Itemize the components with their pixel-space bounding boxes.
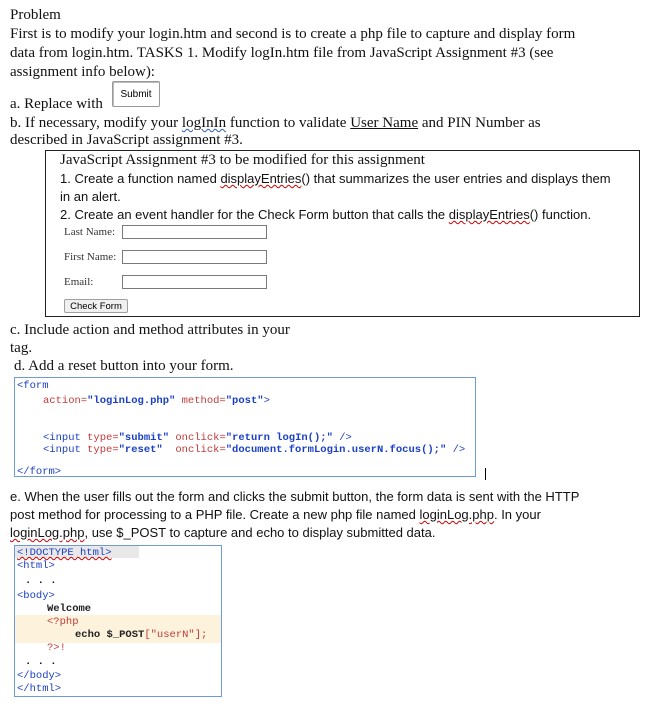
- code1-val-method: "post": [225, 395, 264, 407]
- code1-input-reset-tag: <input: [43, 444, 81, 456]
- step-e-line-2: [10, 506, 541, 523]
- code1-val-submit: "submit": [118, 432, 170, 444]
- problem-heading: Problem: [10, 7, 61, 23]
- code1-line-5: [17, 466, 61, 479]
- step-b-pre: b. If necessary, modify your: [10, 115, 182, 131]
- last-name-input[interactable]: [122, 225, 267, 239]
- step-b-line-2: described in JavaScript assignment #3.: [10, 132, 243, 148]
- email-input[interactable]: [122, 275, 267, 289]
- code1-attr-action: action=: [43, 395, 88, 407]
- step-e-filename: loginLog.php: [419, 507, 494, 522]
- code1-attr-onclick-reset: onclick=: [162, 444, 226, 456]
- first-name-label: First Name:: [64, 251, 117, 263]
- form-code-box: [14, 377, 476, 477]
- code1-attr-type-reset: type=: [80, 444, 119, 456]
- code1-line-4: [43, 444, 465, 457]
- assignment-item-2: [60, 206, 591, 223]
- first-name-input[interactable]: [122, 250, 267, 264]
- code2-doctype-text: <!DOCTYPE html>: [17, 547, 112, 559]
- code2-php-close: ?>!: [47, 642, 66, 654]
- step-b-function: logInIn: [181, 115, 227, 131]
- step-b-mid: function to validate: [226, 115, 351, 131]
- assignment-title: JavaScript Assignment #3 to be modified for this assignment: [60, 152, 425, 168]
- text-cursor: [485, 468, 486, 480]
- step-e-line-1: e. When the user fills out the form and clicks the submit button, the form data is sent with the HTTP: [10, 489, 580, 504]
- email-label: Email:: [64, 276, 94, 288]
- step-e-filename-2: loginLog.php: [10, 525, 85, 540]
- step-b-line-1: [10, 115, 541, 132]
- assignment-item-1-line-2: in an alert.: [60, 189, 121, 204]
- code2-echo-line: [75, 629, 207, 642]
- item2-pre: 2. Create an event handler for the Check Form button that calls the: [60, 207, 449, 222]
- code2-echo-keyword: echo: [75, 629, 101, 641]
- code2-post-key: ["userN"];: [144, 629, 208, 641]
- intro-line-2: data from login.htm. TASKS 1. Modify logIn.htm file from JavaScript Assignment #3 (see: [10, 45, 554, 61]
- item2-post: () function.: [529, 207, 592, 222]
- step-e-line-3: [10, 524, 435, 541]
- code1-self-close-2: />: [446, 444, 466, 456]
- code2-html-close: [17, 683, 61, 696]
- step-a-text: a. Replace with: [10, 96, 103, 112]
- code2-body-close-text: </body>: [17, 670, 62, 682]
- step-b-post: and PIN Number as: [418, 115, 541, 131]
- code2-php-open: <?php: [47, 616, 79, 628]
- item1-post: () that summarizes the user entries and displays them: [301, 171, 611, 186]
- code2-html-open: [17, 560, 55, 573]
- step-c-line-2: tag.: [10, 340, 33, 356]
- code1-form-open: <form: [17, 380, 49, 392]
- code1-self-close: />: [332, 432, 352, 444]
- code2-doctype: [17, 547, 112, 560]
- code2-post-var: $_POST: [100, 629, 145, 641]
- code2-html-close-text: </html>: [17, 683, 62, 695]
- code1-attr-type: type=: [80, 432, 119, 444]
- step-b-field: User Name: [350, 115, 419, 131]
- code1-val-reset: "reset": [118, 444, 163, 456]
- code1-line-1: [17, 380, 49, 393]
- last-name-label: Last Name:: [64, 226, 116, 238]
- code1-input-submit-tag: <input: [43, 432, 81, 444]
- step-c-line-1: c. Include action and method attributes in your: [10, 322, 290, 338]
- intro-line-3: assignment info below):: [10, 64, 155, 80]
- code2-html-open-text: <html>: [17, 560, 55, 572]
- step-d-text: d. Add a reset button into your form.: [14, 358, 234, 374]
- assignment-item-1: [60, 170, 611, 187]
- code2-body-close: [17, 670, 61, 683]
- step-e-line-2-text: post method for processing to a PHP file. Create a new php file named: [10, 507, 420, 522]
- code2-body-open-text: <body>: [17, 590, 55, 602]
- step-e-line-2-end: . In your: [493, 507, 541, 522]
- code2-dots-1: . . .: [25, 575, 57, 587]
- step-e-line-3-rest: , use $_POST to capture and echo to display submitted data.: [84, 525, 436, 540]
- code2-body-open: [17, 590, 55, 603]
- code1-attr-onclick: onclick=: [169, 432, 226, 444]
- intro-line-1: First is to modify your login.htm and second is to create a php file to capture and display form: [10, 26, 576, 42]
- code1-line-2: [43, 395, 270, 408]
- code1-val-action: "loginLog.php": [87, 395, 176, 407]
- code1-form-close: </form>: [17, 466, 62, 478]
- code1-close-bracket: >: [263, 395, 270, 407]
- item2-function: displayEntries: [448, 207, 530, 222]
- code2-dots-2: . . .: [25, 656, 57, 668]
- code1-val-onclick-login: "return logIn();": [225, 432, 333, 444]
- item1-pre: 1. Create a function named: [60, 171, 221, 186]
- code1-val-onclick-focus: "document.formLogin.userN.focus();": [225, 444, 447, 456]
- code2-welcome: Welcome: [47, 603, 92, 615]
- check-form-button[interactable]: Check Form: [64, 299, 128, 313]
- code1-attr-method: method=: [175, 395, 226, 407]
- item1-function: displayEntries: [220, 171, 302, 186]
- submit-button[interactable]: Submit: [112, 81, 160, 107]
